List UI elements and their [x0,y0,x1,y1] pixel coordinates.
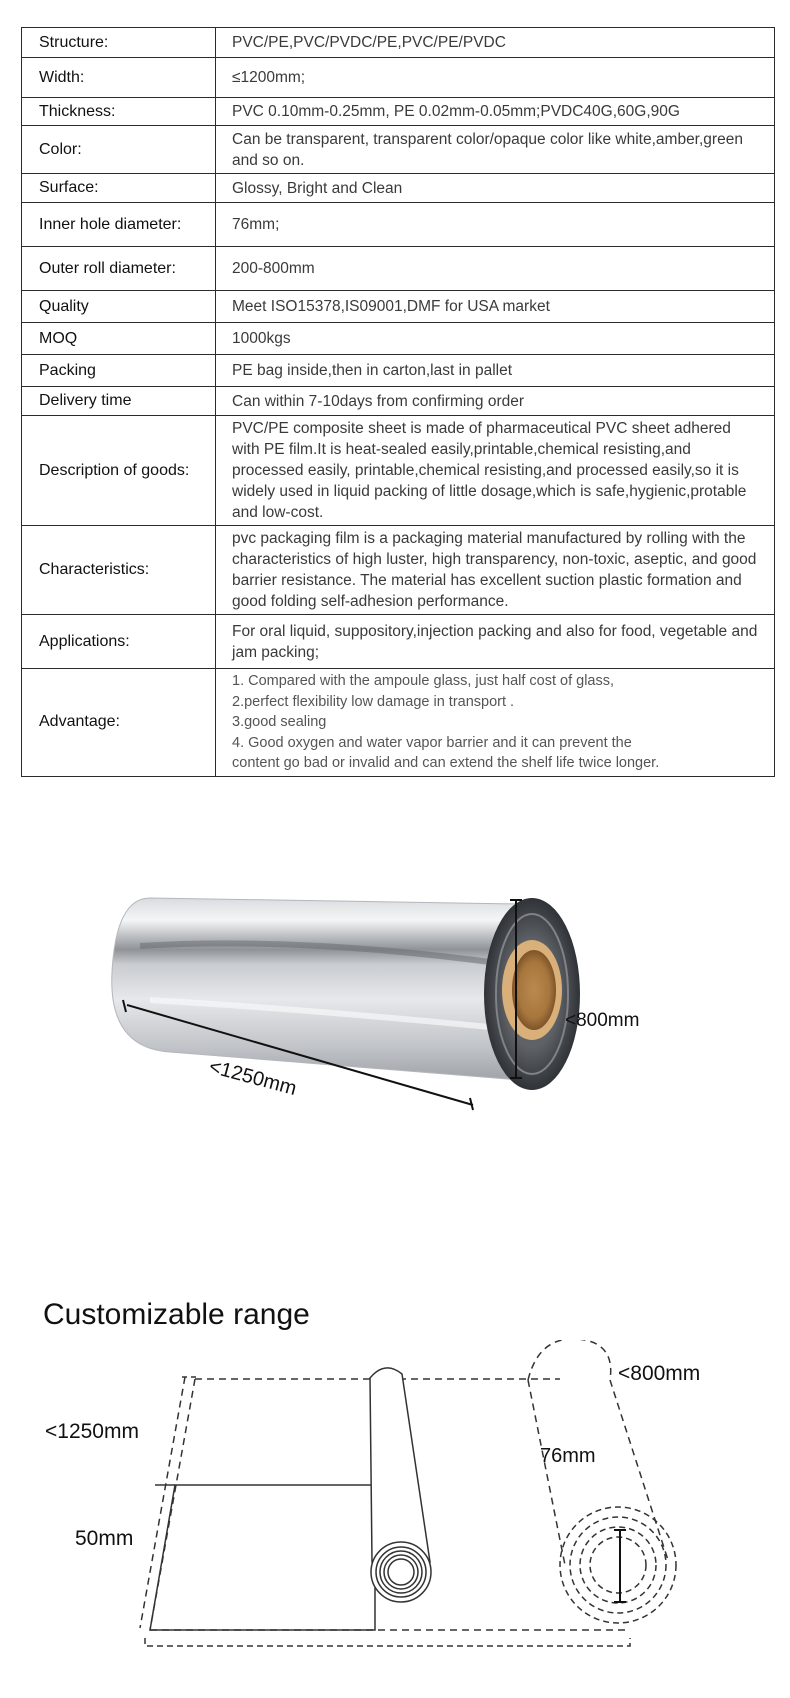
max-roll-ring [570,1517,666,1613]
row-value: Glossy, Bright and Clean [216,174,775,203]
min-sheet [150,1485,375,1630]
row-label: MOQ [22,323,216,355]
max-width-label: <1250mm [45,1420,139,1443]
advantage-line: 1. Compared with the ampoule glass, just half cost of glass, [232,673,615,689]
row-label: Surface: [22,174,216,203]
min-width-label: 50mm [75,1527,134,1550]
table-row [22,416,775,526]
row-label: Packing [22,355,216,387]
row-label: Width: [22,58,216,98]
max-roll-ring [590,1537,646,1593]
length-label: <1250mm [206,1055,299,1100]
row-value: Can within 7-10days from confirming order [216,387,775,416]
table-row [22,669,775,777]
range-diagram [0,1340,790,1698]
table-row [22,355,775,387]
table-row [22,58,775,98]
table-row [22,174,775,203]
section-title: Customizable range [43,1298,310,1331]
row-label: Thickness: [22,98,216,126]
advantage-line: content go bad or invalid and can extend the shelf life twice longer. [232,755,660,772]
row-label: Quality [22,291,216,323]
table-row [22,28,775,58]
advantage-line: 2.perfect flexibility low damage in transport . [232,693,515,710]
row-label: Delivery time [22,387,216,416]
row-value: Can be transparent, transparent color/opaque color like white,amber,green and so on. [216,126,775,174]
row-value: 76mm; [216,203,775,247]
table-row [22,203,775,247]
spec-table [21,27,775,777]
table-row [22,126,775,174]
row-label: Characteristics: [22,526,216,615]
row-value: PVC/PE composite sheet is made of pharmaceutical PVC sheet adhered with PE film.It is heat-sealed easily,printable,chemical resisting,and processed easily, printable,chemical resisting,and processed easily,so it is widely used in liquid packing of little dosage,which is safe,hygienic,protable and low-cost. [216,416,775,526]
row-value: Meet ISO15378,IS09001,DMF for USA market [216,291,775,323]
table-row [22,98,775,126]
table-row [22,291,775,323]
row-label: Advantage: [22,669,216,777]
row-label: Outer roll diameter: [22,247,216,291]
roll-body [112,898,545,1082]
film-roll-photo [0,860,790,1220]
core-label: 76mm [540,1445,596,1467]
row-value: PVC 0.10mm-0.25mm, PE 0.02mm-0.05mm;PVDC40G,60G,90G [216,98,775,126]
width-bracket [145,1638,630,1646]
row-label: Structure: [22,28,216,58]
row-value: For oral liquid, suppository,injection packing and also for food, vegetable and jam packing; [216,615,775,669]
row-value: PVC/PE,PVC/PVDC/PE,PVC/PE/PVDC [216,28,775,58]
table-row [22,323,775,355]
table-row [22,615,775,669]
max-sheet-edge-outer [140,1377,185,1628]
diameter-label: <800mm [565,1010,640,1031]
row-label: Description of goods: [22,416,216,526]
row-label: Color: [22,126,216,174]
min-roll-body [370,1368,430,1562]
row-label: Inner hole diameter: [22,203,216,247]
row-value: PE bag inside,then in carton,last in pallet [216,355,775,387]
table-row [22,247,775,291]
advantage-line: 3.good sealing [232,714,327,731]
table-row [22,526,775,615]
row-value: 1000kgs [216,323,775,355]
row-value: ≤1200mm; [216,58,775,98]
max-roll-ring [580,1527,656,1603]
table-row [22,387,775,416]
advantage-line: 4. Good oxygen and water vapor barrier and it can prevent the [232,734,632,751]
row-label: Applications: [22,615,216,669]
row-value: 200-800mm [216,247,775,291]
advantage-list [216,669,775,777]
max-roll-end [560,1507,676,1623]
roll-end-face [484,898,580,1090]
row-value: pvc packaging film is a packaging material manufactured by rolling with the characteristics of high luster, high transparency, non-toxic, aseptic, and good barrier resistance. The material has excellent suction plastic formation and good folding self-adhesion performance. [216,526,775,615]
max-roll-side [528,1380,565,1565]
max-diameter-label: <800mm [618,1362,701,1385]
